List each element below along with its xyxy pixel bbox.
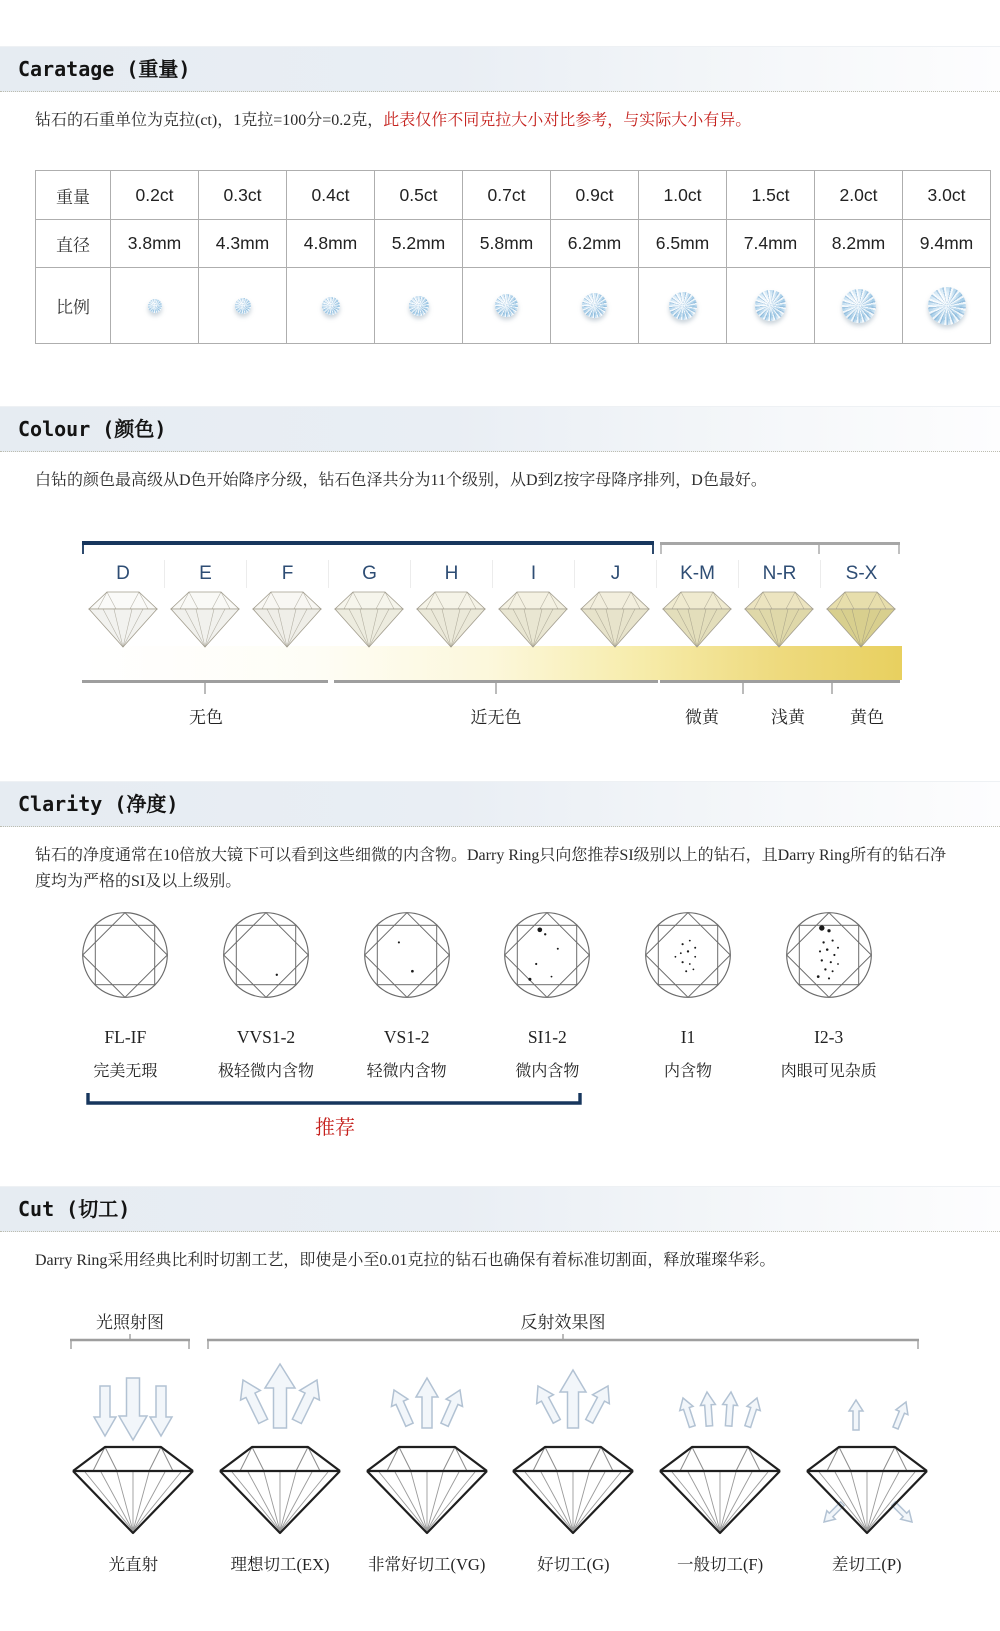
carat-diameter-cell: 6.2mm bbox=[551, 220, 639, 268]
colour-grade-letter: I bbox=[492, 560, 574, 588]
section-header-caratage: Caratage (重量) bbox=[0, 46, 1000, 92]
colour-grade-letter: K-M bbox=[656, 560, 738, 588]
carat-gem-cell bbox=[199, 268, 287, 344]
colour-grade-diamond bbox=[656, 588, 738, 652]
carat-row-header: 直径 bbox=[36, 220, 111, 268]
carat-gem-cell bbox=[287, 268, 375, 344]
colour-grade-diamond bbox=[82, 588, 164, 652]
colour-underline-bracket bbox=[82, 680, 902, 696]
cut-grade-label: 一般切工(F) bbox=[676, 1554, 764, 1574]
cut-diagram-icon bbox=[500, 1350, 646, 1540]
carat-diameter-cell: 5.2mm bbox=[375, 220, 463, 268]
carat-gem-cell bbox=[727, 268, 815, 344]
diamond-top-icon bbox=[928, 287, 966, 325]
clarity-plot-icon bbox=[784, 910, 874, 1000]
clarity-item bbox=[758, 910, 899, 1081]
diamond-top-icon bbox=[669, 292, 697, 320]
cut-grades-diagram bbox=[60, 1350, 940, 1575]
cut-item bbox=[207, 1350, 354, 1575]
caratage-intro-text: 钻石的石重单位为克拉(ct)，1克拉=100分=0.2克， bbox=[35, 112, 384, 129]
colour-grade-diamond bbox=[246, 588, 328, 652]
clarity-item bbox=[477, 910, 618, 1081]
carat-weight-cell: 0.7ct bbox=[463, 171, 551, 220]
carat-weight-cell: 0.2ct bbox=[111, 171, 199, 220]
clarity-desc-label: 微内含物 bbox=[515, 1062, 580, 1080]
caratage-intro-warning: 此表仅作不同克拉大小对比参考，与实际大小有异。 bbox=[383, 112, 752, 129]
carat-row-header: 重量 bbox=[36, 171, 111, 220]
clarity-plot-icon bbox=[643, 910, 733, 1000]
cut-item bbox=[647, 1350, 794, 1575]
clarity-plot-icon bbox=[80, 910, 170, 1000]
cut-intro: Darry Ring采用经典比利时切割工艺，即使是小至0.01克拉的钻石也确保有着标准切割面，释放璀璨华彩。 bbox=[35, 1251, 776, 1269]
cut-bracket-lines bbox=[60, 1334, 940, 1350]
colour-intro: 白钻的颜色最高级从D色开始降序分级，钻石色泽共分为11个级别，从D到Z按字母降序排列，D色最好。 bbox=[35, 472, 767, 490]
colour-group-label: 黄色 bbox=[850, 707, 884, 727]
diamond-top-icon bbox=[755, 290, 786, 321]
colour-grade-diamond bbox=[328, 588, 410, 652]
colour-grade-letter: G bbox=[328, 560, 410, 588]
clarity-grade-label: I2-3 bbox=[814, 1026, 844, 1047]
cut-diagram-icon bbox=[207, 1350, 353, 1540]
carat-row-header: 比例 bbox=[36, 268, 111, 344]
cut-item bbox=[60, 1350, 207, 1575]
diamond-top-icon bbox=[409, 296, 429, 316]
diamond-side-icon bbox=[824, 588, 898, 650]
carat-size-table bbox=[35, 170, 991, 344]
caratage-intro bbox=[35, 108, 955, 134]
colour-grade-letter: D bbox=[116, 562, 130, 584]
clarity-item bbox=[336, 910, 477, 1081]
cut-grade-label: 好切工(G) bbox=[537, 1554, 610, 1574]
cut-grade-label: 光直射 bbox=[108, 1554, 159, 1574]
cut-diagram-icon bbox=[794, 1350, 940, 1540]
colour-grade-diamond bbox=[820, 588, 902, 652]
carat-gem-cell bbox=[639, 268, 727, 344]
clarity-desc-label: 肉眼可见杂质 bbox=[780, 1062, 877, 1080]
carat-weight-cell: 2.0ct bbox=[815, 171, 903, 220]
cut-item bbox=[500, 1350, 647, 1575]
clarity-item bbox=[618, 910, 759, 1081]
cut-grade-label: 非常好切工(VG) bbox=[368, 1554, 486, 1574]
carat-diameter-cell: 4.8mm bbox=[287, 220, 375, 268]
cut-grade-label: 差切工(P) bbox=[831, 1554, 902, 1574]
carat-weight-cell: 0.4ct bbox=[287, 171, 375, 220]
section-header-colour: Colour (颜色) bbox=[0, 406, 1000, 452]
colour-grade-diamond bbox=[738, 588, 820, 652]
diamond-top-icon bbox=[842, 289, 876, 323]
clarity-plot-icon bbox=[362, 910, 452, 1000]
diamond-side-icon bbox=[578, 588, 652, 650]
clarity-item bbox=[55, 910, 196, 1081]
colour-top-bracket bbox=[82, 541, 902, 555]
colour-grade-letter: N-R bbox=[738, 560, 820, 588]
carat-gem-cell bbox=[903, 268, 991, 344]
diamond-top-icon bbox=[495, 294, 518, 317]
clarity-desc-label: 极轻微内含物 bbox=[218, 1062, 315, 1080]
carat-gem-cell bbox=[815, 268, 903, 344]
carat-weight-cell: 0.9ct bbox=[551, 171, 639, 220]
clarity-recommend-bracket bbox=[55, 1091, 899, 1107]
cut-diagram-icon bbox=[60, 1350, 206, 1540]
carat-weight-cell: 3.0ct bbox=[903, 171, 991, 220]
colour-group-label: 无色 bbox=[189, 707, 223, 727]
clarity-grade-label: SI1-2 bbox=[527, 1026, 567, 1047]
clarity-grade-label: VVS1-2 bbox=[236, 1026, 296, 1047]
carat-diameter-cell: 5.8mm bbox=[463, 220, 551, 268]
colour-grade-letters bbox=[82, 560, 902, 588]
diamond-side-icon bbox=[168, 588, 242, 650]
colour-group-label: 近无色 bbox=[470, 707, 522, 727]
colour-scale-diagram bbox=[82, 541, 902, 727]
cut-bracket-labels bbox=[60, 1308, 940, 1332]
clarity-grade-label: VS1-2 bbox=[383, 1026, 430, 1047]
diamond-side-icon bbox=[414, 588, 488, 650]
diamond-top-icon bbox=[148, 299, 162, 313]
colour-grade-diamond bbox=[410, 588, 492, 652]
colour-grade-letter: F bbox=[246, 560, 328, 588]
diamond-top-icon bbox=[322, 297, 340, 315]
carat-gem-cell bbox=[111, 268, 199, 344]
clarity-desc-label: 完美无瑕 bbox=[93, 1062, 158, 1080]
diamond-top-icon bbox=[582, 293, 607, 318]
carat-diameter-cell: 7.4mm bbox=[727, 220, 815, 268]
carat-row-diameter bbox=[36, 220, 991, 268]
clarity-grades-diagram bbox=[55, 910, 899, 1081]
recommend-label: 推荐 bbox=[315, 1116, 355, 1139]
bottom-padding bbox=[0, 1575, 1000, 1631]
colour-group-label: 浅黄 bbox=[771, 707, 805, 727]
clarity-intro: 钻石的净度通常在10倍放大镜下可以看到这些细微的内含物。Darry Ring只向您推荐SI级别以上的钻石，且Darry Ring所有的钻石净度均为严格的SI及以上级别。 bbox=[35, 846, 947, 891]
clarity-plot-icon bbox=[221, 910, 311, 1000]
colour-group-label: 微黄 bbox=[685, 707, 719, 727]
diamond-side-icon bbox=[742, 588, 816, 650]
diamond-top-icon bbox=[235, 298, 251, 314]
diamond-side-icon bbox=[332, 588, 406, 650]
colour-grade-diamond bbox=[164, 588, 246, 652]
carat-diameter-cell: 3.8mm bbox=[111, 220, 199, 268]
carat-gem-cell bbox=[375, 268, 463, 344]
carat-gem-cell bbox=[551, 268, 639, 344]
diamond-side-icon bbox=[496, 588, 570, 650]
colour-grade-letter: J bbox=[574, 560, 656, 588]
carat-row-scale bbox=[36, 268, 991, 344]
section-header-cut: Cut (切工) bbox=[0, 1186, 1000, 1232]
diamond-side-icon bbox=[250, 588, 324, 650]
colour-grade-letter: S-X bbox=[820, 560, 902, 588]
carat-weight-cell: 0.5ct bbox=[375, 171, 463, 220]
carat-diameter-cell: 9.4mm bbox=[903, 220, 991, 268]
colour-grade-diamond bbox=[492, 588, 574, 652]
section-header-clarity: Clarity (净度) bbox=[0, 781, 1000, 827]
cut-diagram-icon bbox=[354, 1350, 500, 1540]
diamond-side-icon bbox=[660, 588, 734, 650]
cut-item bbox=[353, 1350, 500, 1575]
colour-grade-diamond bbox=[574, 588, 656, 652]
cut-bracket-left-label: 光照射图 bbox=[96, 1312, 164, 1332]
carat-weight-cell: 1.5ct bbox=[727, 171, 815, 220]
clarity-desc-label: 内含物 bbox=[664, 1062, 713, 1080]
carat-diameter-cell: 8.2mm bbox=[815, 220, 903, 268]
cut-bracket-right-label: 反射效果图 bbox=[520, 1312, 606, 1332]
cut-item bbox=[793, 1350, 940, 1575]
clarity-grade-label: FL-IF bbox=[104, 1026, 147, 1047]
colour-grade-letter: H bbox=[410, 560, 492, 588]
carat-diameter-cell: 6.5mm bbox=[639, 220, 727, 268]
carat-row-weight bbox=[36, 171, 991, 220]
diamond-side-icon bbox=[86, 588, 160, 650]
cut-diagram-icon bbox=[647, 1350, 793, 1540]
colour-grade-diamonds bbox=[82, 588, 902, 652]
carat-weight-cell: 0.3ct bbox=[199, 171, 287, 220]
carat-diameter-cell: 4.3mm bbox=[199, 220, 287, 268]
cut-grade-label: 理想切工(EX) bbox=[230, 1554, 330, 1574]
clarity-item bbox=[196, 910, 337, 1081]
carat-weight-cell: 1.0ct bbox=[639, 171, 727, 220]
colour-group-labels bbox=[82, 703, 902, 727]
clarity-desc-label: 轻微内含物 bbox=[366, 1062, 447, 1080]
carat-gem-cell bbox=[463, 268, 551, 344]
clarity-grade-label: I1 bbox=[680, 1026, 696, 1047]
clarity-plot-icon bbox=[502, 910, 592, 1000]
colour-grade-letter: E bbox=[164, 560, 246, 588]
